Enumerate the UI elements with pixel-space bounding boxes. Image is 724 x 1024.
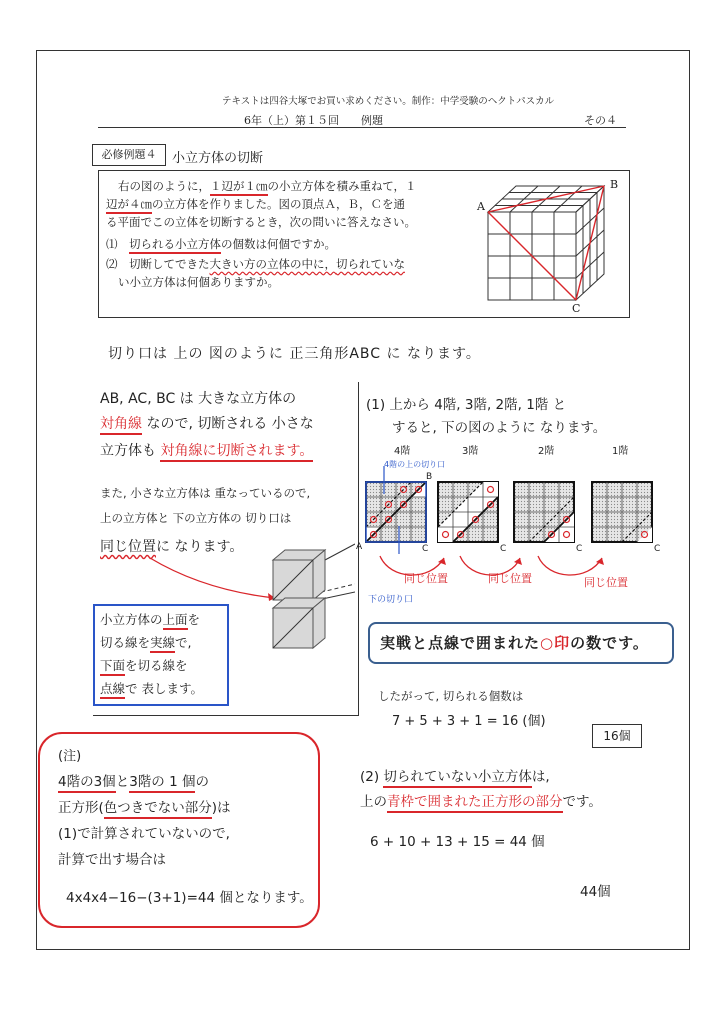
- answer-2: 44個: [580, 884, 611, 900]
- blue-note-line-2: 切る線を実線で,: [100, 633, 192, 651]
- note-line-5: 4x4x4−16−(3+1)=44 個となります。: [66, 890, 313, 906]
- summary-box: 実戦と点線で囲まれた○印の数です。: [368, 622, 674, 664]
- answer-1-box: 16個: [592, 724, 642, 748]
- problem-question-1: ⑴ 切られる小立方体の個数は何個ですか。: [106, 236, 336, 253]
- floor3-label-c: C: [500, 544, 507, 554]
- same-position-label-2: 同じ位置: [488, 572, 532, 585]
- floor-diagrams: [354, 456, 664, 560]
- header-page: その４: [584, 114, 617, 127]
- note-line-4: 計算で出す場合は: [58, 852, 166, 868]
- left-line-4: また, 小さな立方体は 重なっているので,: [100, 486, 311, 500]
- floor-label-2: 2階: [538, 446, 555, 457]
- part2-line-1: (2) 切られていない小立方体は,: [360, 765, 550, 785]
- left-line-1: AB, AC, BC は 大きな立方体の: [100, 391, 297, 407]
- floor-label-4: 4階: [394, 446, 411, 457]
- top-cut-label: 4階の上の切り口: [384, 460, 446, 469]
- problem-line-2: 辺が４㎝の立方体を作りました。図の頂点Ａ，Ｂ，Ｃを通: [106, 196, 405, 213]
- left-line-3: 立方体も 対角線に切断されます。: [100, 440, 313, 460]
- cube-diagram: [470, 176, 630, 314]
- same-position-label-3: 同じ位置: [584, 576, 628, 589]
- calc1-line-2: 7 + 5 + 3 + 1 = 16 (個): [392, 714, 546, 729]
- bottom-cut-label: 下の切り口: [368, 595, 414, 605]
- part2-line-2: 上の青枠で囲まれた正方形の部分です。: [360, 790, 602, 810]
- note-title: (注): [58, 749, 82, 764]
- cube-label-b: B: [610, 178, 619, 191]
- calc1-line-1: したがって, 切られる個数は: [378, 689, 524, 703]
- right-line-1: (1) 上から 4階, 3階, 2階, 1階 と: [366, 397, 567, 413]
- left-line-6: 同じ位置に なります。: [100, 539, 244, 555]
- left-line-2: 対角線 なので, 切断される 小さな: [100, 413, 314, 433]
- note-line-1: 4階の3個と3階の 1 個の: [58, 770, 209, 790]
- blue-note-line-1: 小立方体の上面を: [100, 610, 200, 628]
- blue-note-line-4: 点線で 表します。: [100, 679, 203, 697]
- floor1-label-c: C: [654, 544, 661, 554]
- same-position-label-1: 同じ位置: [404, 572, 448, 585]
- cube-label-a: A: [477, 200, 485, 213]
- left-line-5: 上の立方体と 下の立方体の 切り口は: [100, 511, 292, 525]
- problem-line-1: 右の図のように，１辺が１㎝の小立方体を積み重ねて，１: [118, 178, 416, 195]
- header-notice: テキストは四谷大塚でお買い求めください。制作：中学受験のヘクトパスカル: [222, 96, 555, 107]
- problem-line-3: る平面でこの立体を切断するとき，次の問いに答えなさい。: [106, 215, 417, 229]
- part2-calc: 6 + 10 + 13 + 15 = 44 個: [370, 834, 545, 850]
- cube-label-c: C: [572, 302, 581, 315]
- floor2-label-c: C: [576, 544, 583, 554]
- intro-line: 切り口は 上の 図のように 正三角形ABC に なります。: [108, 346, 481, 362]
- floor4-label-a: A: [356, 542, 363, 552]
- problem-label: 必修例題４: [92, 144, 166, 166]
- floor-label-3: 3階: [462, 446, 479, 457]
- problem-question-2: ⑵ 切断してできた大きい方の立体の中に，切られていな: [106, 257, 405, 271]
- note-line-2: 正方形(色つきでない部分)は: [58, 796, 231, 816]
- problem-question-2-cont: い小立方体は何個ありますか。: [118, 275, 279, 289]
- floor-label-1: 1階: [612, 446, 629, 457]
- floor4-label-b: B: [426, 472, 433, 482]
- header-lesson: 6年（上）第１５回 例題: [244, 114, 383, 127]
- blue-note-line-3: 下面を切る線を: [100, 656, 188, 674]
- header-rule: [98, 127, 626, 128]
- problem-title: 小立方体の切断: [172, 151, 264, 166]
- floor4-label-c: C: [422, 544, 429, 554]
- note-line-3: (1)で計算されていないので,: [58, 826, 230, 842]
- right-line-2: すると, 下の図のように なります。: [392, 420, 607, 436]
